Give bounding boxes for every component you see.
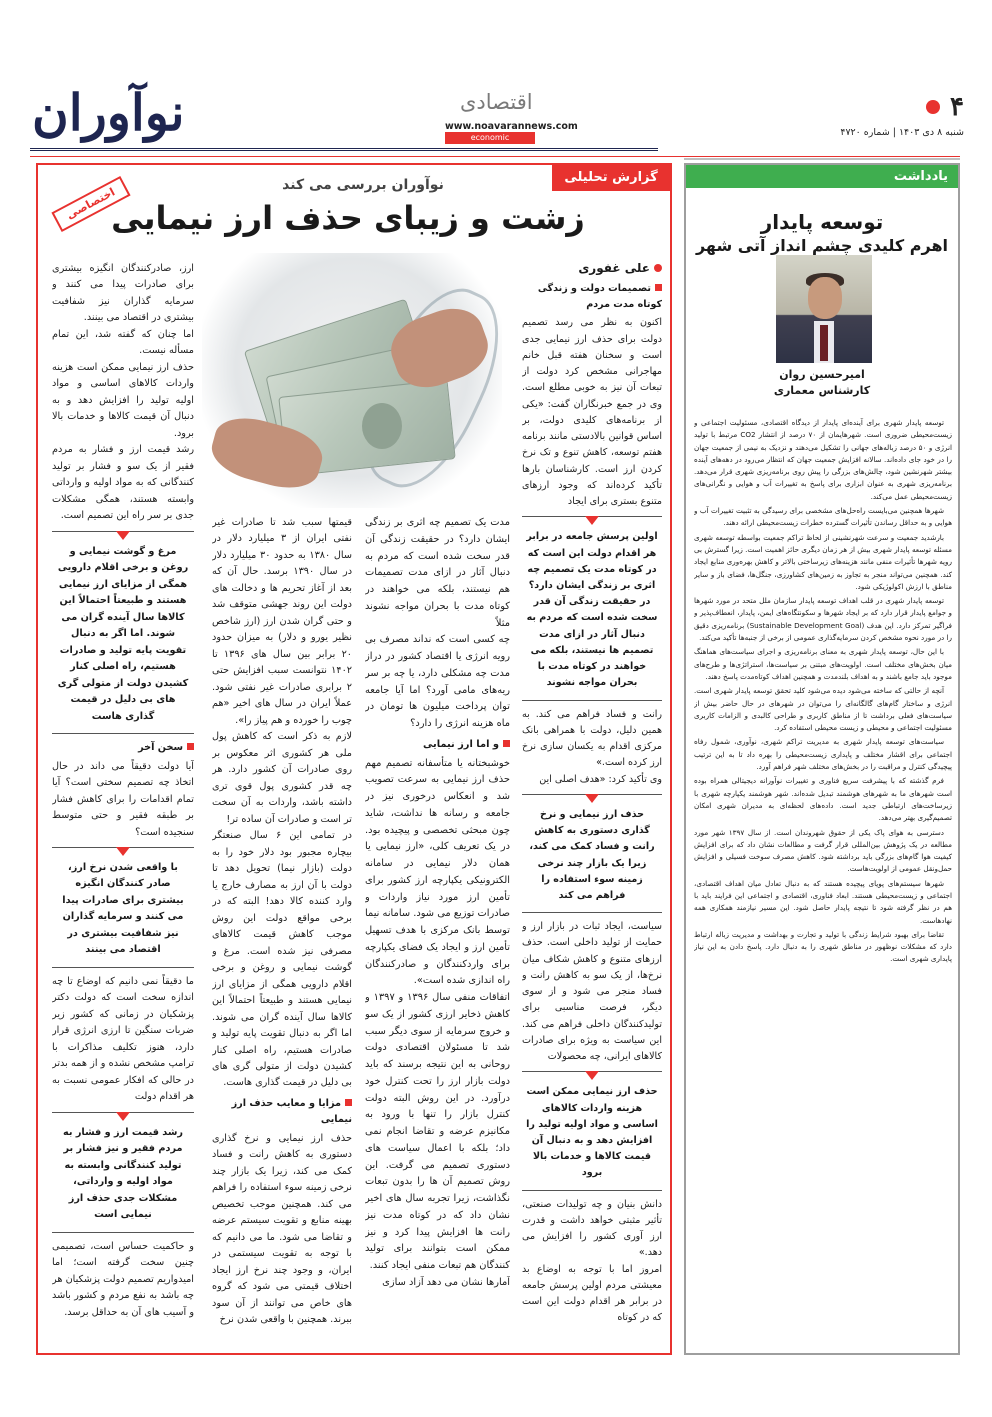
opinion-paragraph: آنچه از حالتی که ساخته می‌شود دیده می‌شود کلید تحقق توسعه پایدار شهری است. انرژی و ساختار گام‌های گالگانه‌ای را می‌توان در شهرهای در حال حاضر بیش از سیاست‌های فعلی برداشت تا از مناطق کاربری و طراحی کالبدی و الزامات کاربری مسئولیت اجتماعی و محیطی و زیست محیطی استفاده کرد. — [694, 686, 952, 733]
subhead-marker — [655, 284, 662, 291]
feature-paragraph: رشد قیمت ارز و فشار به مردم فقیر از یک سو و فشار بر تولید کنندگانی که به مواد اولیه و وارداتی وابسته هستند، همگی مشکلات جدی بر سر راه این تصمیم است. — [52, 444, 194, 522]
opinion-author-role: کارشناس معماری — [773, 384, 871, 397]
feature-paragraph: اتفاقات منفی سال ۱۳۹۶ و ۱۳۹۷ و کاهش ذخایر ارزی کشور از یک سو و خروج سرمایه از سوی دیگر سبب شد تا مسئولان اقتصادی دولت روحانی به این نتیجه برسند که باید دولت بازار ارز را تحت کنترل خود درآورد. در این روش البته دولت کنترل بازار را تنها با ورود به مکانیزم عرضه و تقاضا انجام نمی داد؛ بلکه با اعمال سیاست های دستوری تصمیم می گرفت. این روش تصمیم آن ها را بدون تبعات نگذاشت، زیرا تجربه سال های اخیر نشان داد که در کوتاه مدت نیز رانت ها افزایش پیدا کرد و نیز ممکن است بتوانند برای تولید کنندگان هم تبعات منفی ایجاد کنند. — [365, 992, 510, 1271]
pull-quote-text: اولین پرسش جامعه در برابر هر اقدام دولت این است که در کوتاه مدت یک تصمیم چه اثری بر زندگی ایشان دارد؟ در حقیقت زندگی آن قدر سخت شده است که مردم به دنبال آثار در ازای مدت تصمیم ها نیستند، بلکه می خواهند در کوتاه مدت با بحران مواجه نشوند — [526, 531, 658, 689]
feature-column-4 — [52, 261, 194, 1321]
pull-quote-marker — [585, 794, 599, 803]
section-title: اقتصادی — [460, 90, 533, 114]
feature-kicker: گزارش تحلیلی — [552, 165, 670, 191]
pull-quote-marker — [585, 516, 599, 525]
feature-paragraph: آیا دولت دقیقاً می داند در حال اتخاذ چه تصمیم سختی است؟ آیا تمام اقدامات را برای کاهش فشار بر طبقه فقیر و حتی متوسط سنجیده است؟ — [52, 760, 194, 838]
pull-quote — [52, 847, 194, 968]
subhead-marker — [187, 743, 194, 750]
opinion-paragraph: توسعه پایدار شهری در قلب اهداف توسعه پایدار سازمان ملل متحد در مورد شهرها و جوامع پایدار قرار دارد که بر ایجاد شهرها و سکونتگاه‌های ایمن، پایدار، انعطاف‌پذیر و فراگیر تمرکز دارد. این هدف (Sustainable Development Goal) برنامه‌ریزی دقیق را در مورد نحوه مشخص کردن سرمایه‌گذاری عمومی از برخی از جنبه‌ها تأکید می‌کند. — [694, 596, 952, 643]
opinion-paragraph: با این حال، توسعه پایدار شهری به معنای برنامه‌ریزی و اجرای سیاست‌های هماهنگ میان بخش‌های مختلف است. اولویت‌های مبتنی بر سیاست‌ها، استراتژی‌ها و طرح‌های موجود باید جامع باشند و به اهداف بلندمدت و همچنین اهداف کوتاه‌مدت پاسخ دهند. — [694, 647, 952, 681]
banknote-portrait — [362, 403, 402, 449]
opinion-paragraph: فرم گذشته که با پیشرفت سریع فناوری و تغییرات نوآورانه دیجیتالی همراه بوده است شهرهای ما به شهرهای هوشمند تبدیل شده‌اند. شهر هوشمند یکپارچه شهری با زیرساخت‌های ارتباطی جدید است. داده‌های لحظه‌ای به مدیران شهری امکان تصمیم‌گیری بهتر می‌دهد. — [694, 776, 952, 823]
feature-paragraph: و حاکمیت حساس است، تصمیمی چنین سخت گرفته است؛ اما امیدواریم تصمیم دولت پزشکیان هر چه باشد به نفع مردم و کشور باشد و آسیب های آن به حداقل برسد. — [52, 1240, 194, 1318]
pull-quote — [522, 516, 662, 700]
feature-subhead-text: مزایا و معایب حذف ارز نیمایی — [231, 1097, 352, 1126]
opinion-subtitle: اهرم کلیدی چشم انداز آتی شهر — [695, 236, 949, 255]
feature-paragraph: حذف ارز نیمایی و نرخ گذاری دستوری به کاهش رانت و فساد کمک می کند، زیرا یک بازار چند نرخی زمینه سوء استفاده را فراهم می کند. همچنین موجب تخصیص بهینه منابع و تقویت سیستم عرضه و تقاضا می شود. ما می دانیم که با توجه به تقویت سیستمی در ایران، و وجود چند نرخ ارز ایجاد اختلاف قیمتی می شود که گروه های خاص می توانند از آن سود ببرند. همچنین با واقعی شدن نرخ — [212, 1132, 352, 1326]
pull-quote — [52, 1112, 194, 1233]
issue-info: شنبه ۸ دی ۱۴۰۳ | شماره ۴۷۲۰ — [840, 127, 964, 138]
feature-paragraph: آمارها نشان می دهد آزاد سازی — [382, 1276, 510, 1288]
feature-paragraph: وی تأکید کرد: «هدف اصلی این — [539, 773, 662, 785]
subhead-marker — [503, 740, 510, 747]
page-number: ۴ — [950, 92, 964, 122]
subhead-marker — [345, 1099, 352, 1106]
author-photo-face — [808, 277, 842, 319]
pull-quote — [522, 1071, 662, 1190]
masthead-divider-gray — [684, 158, 960, 160]
feature-paragraph: مدت یک تصمیم چه اثری بر زندگی ایشان دارد؟ در حقیقت زندگی آن قدر سخت شده است که مردم به دنبال آثار در ازای مدت تصمیمات هم نیستند، بلکه می خواهند در کوتاه مدت با بحران مواجه نشوند مثلاً — [365, 517, 510, 629]
masthead-divider — [30, 148, 658, 151]
feature-paragraph: حذف ارز نیمایی ممکن است هزینه واردات کالاهای اساسی و مواد اولیه تولید را افزایش دهد و به دنبال آن قیمت کالاها و خدمات بالا برود. — [52, 361, 194, 439]
opinion-author: امیرحسین روان — [779, 368, 865, 381]
pull-quote-text: مرغ و گوشت نیمایی و روغن و برخی اقلام دارویی همگی از مزایای ارز نیمایی هستند و طبیعتاً احتمالاً این کالاها سال آینده گران می شوند. اما اگر به دنبال تقویت پایه تولید و صادرات هستیم، راه اصلی کنار کشیدن دولت از متولی گری های بی دلیل در قیمت گذاری هاست — [57, 545, 189, 722]
opinion-paragraph: تقاضا برای بهبود شرایط زندگی با تولید و تجارت و بهداشت و مدیریت زباله ارتباط دارد که مشکلات نوظهور در مناطق شهری را به دنبال دارد. پاسخ دادن به این نیاز پایداری شهری است. — [694, 929, 952, 964]
feature-subhead — [522, 281, 662, 313]
feature-paragraph: ارز، صادرکنندگان انگیزه بیشتری برای صادرات پیدا می کنند و سرمایه گذاران نیز شفافیت بیشتری در اقتصاد می بینند. — [52, 263, 194, 324]
feature-paragraph: خوشبختانه یا متأسفانه تصمیم مهم حذف ارز نیمایی به سرعت تصویب شد و انعکاس درخوری نیز در جامعه و رسانه ها نداشت، شاید چون مبحثی تخصصی و پیچیده بود. در یک تعریف کلی، «ارز نیمایی یا همان دلار نیمایی در سامانه الکترونیکی یکپارچه ارز کشور برای تأمین ارز مورد نیاز واردات و صادرات توزیع می شود. سامانه نیما توسط بانک مرکزی با هدف تسهیل تأمین ارز و ایجاد یک فضای یکپارچه برای واردکنندگان و صادرکنندگان راه اندازی شده است». — [365, 757, 510, 987]
section-en-label: economic — [445, 132, 535, 144]
newspaper-logo: نوآوران — [32, 83, 185, 142]
feature-column-3 — [212, 515, 352, 1329]
exclusive-stamp: اختصاصی — [51, 176, 130, 232]
opinion-paragraph: سیاست‌های توسعه پایدار شهری به مدیریت تراکم شهری، نوآوری، شمول رفاه اجتماعی برای اقشار مختلف و پایداری زیست‌محیطی را بهره داد تا به این ترتیب پیچیدگی کنترل و مراقبت را در بخش‌های مختلف شهر فراهم آورد. — [694, 737, 952, 772]
pull-quote-marker — [116, 1112, 130, 1121]
banknotes-photo — [202, 253, 502, 508]
feature-paragraph: قیمتها سبب شد تا صادرات غیر نفتی ایران از ۳ میلیارد دلار در سال ۱۳۸۰ به حدود ۳۰ میلیارد دلار در سال ۱۳۹۰ برسد. حال آن که بعد از آغاز تحریم ها و دخالت های دولت این روند جهشی متوقف شد و حتی گران شدن ارز (ارز شاخص نظیر یورو و دلار) به میزان حدود ۲۰ برابر بین سال های ۱۳۹۶ تا ۱۴۰۲ نتوانست سبب افزایش حتی ۲ برابری صادرات غیر نفتی شود. عملاً ایران در سال های اخیر «هم چوب را خورده و هم پیاز را». — [212, 517, 352, 726]
feature-author-name: علی غفوری — [578, 261, 650, 275]
opinion-header: یادداشت — [686, 165, 958, 188]
opinion-title: توسعه پایدار — [760, 210, 884, 234]
feature-subhead-text: تصمیمات دولت و زندگی کوتاه مدت مردم — [537, 283, 662, 311]
feature-paragraph: لازم به ذکر است که کاهش پول ملی هر کشوری اثر معکوس بر روی صادرات آن کشور دارد. هر چه قدر کشوری پول قوی تری داشته باشد، واردات به آن سخت تر است و صادرات آن ساده تر! — [212, 731, 352, 825]
feature-paragraph: امروز اما با توجه به اوضاع بد معیشتی مردم اولین پرسش جامعه در برابر هر اقدام دولت این است که در کوتاه — [522, 1263, 662, 1324]
author-dot — [654, 264, 662, 272]
opinion-paragraph: بارشدید جمعیت و سرعت شهرنشینی از لحاظ تراکم جمعیت بواسطه توسعه شهری مسئله توسعه پایدار شهری بیش از هر زمان دیگری حائز اهمیت است. زیرا گسترش بی رویه شهرها تأثیرات منفی مانند هزینه‌های زیرساختی بالاتر و کاهش بهره‌وری منابع ایجاد کند. همچنین می‌تواند منجر به تجاوز به زمین‌های کشاورزی، جنگل‌ها، فضای باز و سایر مناطق با ارزش اکولوژیکی شود. — [694, 532, 952, 591]
pull-quote — [52, 531, 194, 734]
page-number-dot — [926, 100, 940, 114]
feature-headline: زشت و زیبای حذف ارز نیمایی — [111, 199, 585, 237]
feature-subhead-text: سخن آخر — [138, 742, 183, 754]
pull-quote-marker — [116, 531, 130, 540]
feature-paragraph: اکنون به نظر می رسد تصمیم دولت برای حذف ارز نیمایی جدی است و سخنان هفته قبل خانم مهاجرانی مشخص کرد دولت از تبعات آن نیز به خوبی مطلع است. وی در جمع خبرنگاران گفت: «یکی از برنامه‌های کلیدی دولت، بر اساس قوانین بالادستی مانند برنامه هفتم توسعه، کاهش تنوع و تک نرخ کردن ارز است. کارشناسان بارها تأکید کرده‌اند که وجود ارزهای متنوع بستری برای ایجاد — [522, 317, 662, 508]
feature-author — [522, 261, 662, 275]
feature-column-1 — [522, 261, 662, 1327]
author-photo — [776, 255, 872, 363]
feature-column-2 — [365, 515, 510, 1292]
pull-quote-marker — [585, 1071, 599, 1080]
pull-quote-marker — [116, 847, 130, 856]
pull-quote-text: حذف ارز نیمایی و نرخ گذاری دستوری به کاهش رانت و فساد کمک می کند، زیرا یک بازار چند نرخی زمینه سوء استفاده را فراهم می کند — [529, 808, 655, 901]
feature-paragraph: چه کسی است که نداند مصرف بی رویه انرژی یا اقتصاد کشور در دراز مدت چه مشکلی دارد، یا چه بر سر ریه‌های مامی آورد؟ اما آیا جامعه توان پرداخت میلیون ها تومان در ماه هزینه انرژی را دارد؟ — [365, 634, 510, 729]
website-link[interactable]: www.noavarannews.com — [445, 121, 578, 132]
feature-overline: نوآوران بررسی می کند — [282, 177, 444, 193]
feature-paragraph: اما چنان که گفته شد، این تمام مسأله نیست. — [52, 328, 194, 357]
masthead — [0, 0, 992, 160]
feature-subhead-text: و اما ارز نیمایی — [423, 738, 499, 750]
opinion-paragraph: دسترسی به هوای پاک یکی از حقوق شهروندان است. از سال ۱۳۹۷ شهر مورد مطالعه در یک پژوهش بین‌المللی قرار گرفت و مطالعات نشان داد که برای افزایش کیفیت هوا گام‌های بزرگی باید برداشته شود. کاهش مصرف سوخت فسیلی و افزایش حمل‌ونقل عمومی از اولویت‌هاست. — [694, 827, 952, 874]
opinion-column — [684, 163, 960, 1355]
feature-paragraph: سیاست، ایجاد ثبات در بازار ارز و حمایت از تولید داخلی است. حذف ارزهای متنوع و کاهش شکاف میان نرخ‌ها، از یک سو به کاهش رانت و فساد منجر می شود و از سوی دیگر، فرصت مناسبی برای تولیدکنندگان داخلی فراهم می کند. این سیاست به ویژه برای صادرات کالاهای ایرانی، چه محصولات — [522, 921, 662, 1063]
opinion-paragraph: شهرها همچنین می‌بایست راه‌حل‌های مشخصی برای رسیدگی به تثبیت تغییرات آب و هوایی و به حداقل رساندن تأثیرات گسترده خطرات زیست‌محیطی ارائه دهند. — [694, 506, 952, 528]
feature-subhead — [365, 737, 510, 754]
feature-paragraph: رانت و فساد فراهم می کند. به همین دلیل، دولت با همراهی بانک مرکزی اقدام به یکسان سازی نرخ ارز کرده است.» — [522, 708, 662, 769]
masthead-divider-red — [30, 156, 960, 157]
pull-quote — [522, 794, 662, 913]
opinion-paragraph: شهرها سیستم‌های پویای پیچیده هستند که به دنبال تعادل میان اهداف اقتصادی، اجتماعی و زیست‌محیطی هستند. ابعاد فناوری، اقتصادی و اجتماعی این فرایند باید با هم در نظر گرفته شود تا نتیجه پایدار حاصل شود. این مسیر نیازمند همکاری همه نهادهاست. — [694, 878, 952, 925]
opinion-paragraph: توسعه پایدار شهری برای آینده‌ای پایدار از دیدگاه اقتصادی، مسئولیت اجتماعی و زیست‌محیطی ضروری است. شهرهایمان از ۷۰ درصد از انتشار CO2 مرتبط با تولید انرژی و ۵۰ درصد زباله‌های جهانی را تشکیل می‌دهند و نزدیک به نیمی از جمعیت جهان را در خود جای داده‌اند. سالانه افزایش جمعیت جهان که انتظار می‌رود در دهه‌های آینده بیشتر شهرنشین شود، چالش‌های بزرگی را پیش روی برنامه‌ریزی شهری قرار می‌دهد. برنامه‌ریزی شهری به عنوان ابزاری برای پاسخ به تغییرات آب و هوایی و نگرانی‌های زیست‌محیطی عمل می‌کند. — [694, 418, 952, 501]
feature-article — [36, 163, 672, 1355]
pull-quote-text: رشد قیمت ارز و فشار به مردم فقیر و نیز فشار بر تولید کنندگانی وابسته به مواد اولیه و وارداتی، مشکلات جدی حذف ارز نیمایی است — [62, 1126, 184, 1221]
feature-subhead — [52, 740, 194, 756]
pull-quote-text: با واقعی شدن نرخ ارز، صادر کنندگان انگیزه بیشتری برای صادرات پیدا می کنند و سرمایه گذاران نیز شفافیت بیشتری در اقتصاد می بینند — [62, 861, 184, 956]
pull-quote-text: حذف ارز نیمایی ممکن است هزینه واردات کالاهای اساسی و مواد اولیه تولید را افزایش دهد و به دنبال آن قیمت کالاها و خدمات بالا برود — [526, 1086, 658, 1179]
author-photo-tie — [820, 325, 828, 361]
feature-subhead — [212, 1096, 352, 1129]
feature-paragraph: ما دقیقاً نمی دانیم که اوضاع تا چه اندازه سخت است که دولت دکتر پزشکیان در زمانی که کشور زیر ضربات سنگین تا ارزی انرژی قرار دارد، هنوز تکلیف مذاکرات با ترامپ مشخص نشده و از همه بدتر در حالی که افکار عمومی نسبت به هر اقدام دولت — [52, 975, 194, 1103]
feature-paragraph: دانش بنیان و چه تولیدات صنعتی، تأثیر مثبتی خواهد داشت و قدرت ارز آوری کشور را افزایش می دهد.» — [522, 1198, 662, 1259]
feature-paragraph: در تمامی این ۶ سال صنعتگر بیچاره مجبور بود دلار خود را به دولت (بازار نیما) تحویل دهد تا دولت با آن ارز به مصارف خارج یا وارد کننده کالا دهد! البته که در برخی مواقع دولت این روش موجب کاهش قیمت کالاهای مصرفی نیز شده است. مرغ و گوشت نیمایی و روغن و برخی اقلام دارویی همگی از مزایای ارز نیمایی هستند و طبیعتاً احتمالاً این کالاها سال آینده گران می شوند. اما اگر به دنبال تقویت پایه تولید و صادرات هستیم، راه اصلی کنار کشیدن دولت از متولی گری های بی دلیل در قیمت گذاری هاست. — [212, 830, 352, 1089]
opinion-body — [694, 417, 952, 968]
